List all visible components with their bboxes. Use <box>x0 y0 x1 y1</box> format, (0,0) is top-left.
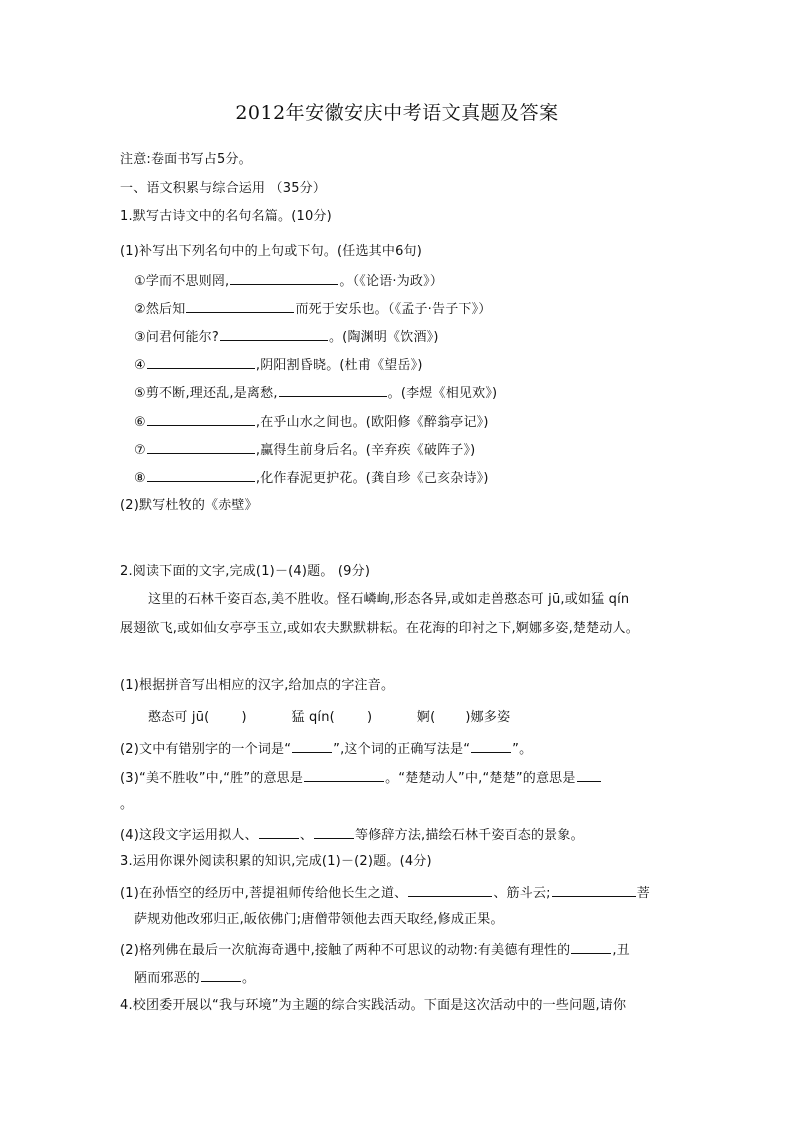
section-heading: 一、语文积累与综合运用 （35分） <box>120 181 327 196</box>
answer-blank[interactable] <box>408 882 492 897</box>
q4-heading: 4.校团委开展以“我与环境”为主题的综合实践活动。下面是这次活动中的一些问题,请你 <box>120 998 627 1013</box>
answer-blank[interactable] <box>201 967 241 982</box>
answer-blank[interactable] <box>186 298 294 313</box>
q2-sub1: (1)根据拼音写出相应的汉字,给加点的字注音。 <box>120 678 395 693</box>
q1-heading: 1.默写古诗文中的名句名篇。(10分) <box>120 209 332 224</box>
q3-heading: 3.运用你课外阅读积累的知识,完成(1)－(2)题。(4分) <box>120 854 432 869</box>
passage-line-1: 这里的石林千姿百态,美不胜收。怪石嶙峋,形态各异,或如走兽憨态可 jū,或如猛 qín <box>148 592 630 607</box>
answer-blank[interactable] <box>552 882 636 897</box>
q3-sub1: (1)在孙悟空的经历中,菩提祖师传给他长生之道、 、筋斗云; 菩 <box>120 882 650 904</box>
answer-blank[interactable] <box>304 767 384 782</box>
passage-line-2: 展翅欲飞,或如仙女亭亭玉立,或如农夫默默耕耘。在花海的印衬之下,婀娜多姿,楚楚动人。 <box>120 621 639 636</box>
q2-sub3-end: 。 <box>120 797 134 812</box>
answer-blank[interactable] <box>577 767 601 782</box>
answer-blank[interactable] <box>147 439 255 454</box>
q2-sub2: (2)文中有错别字的一个词是“ ”,这个词的正确写法是“ ”。 <box>120 738 532 760</box>
q1-item-7: ⑦ ,赢得生前身后名。(辛弃疾《破阵子》) <box>134 439 475 461</box>
q3-sub1-cont: 萨规劝他改邪归正,皈依佛门;唐僧带领他去西天取经,修成正果。 <box>134 912 504 927</box>
q3-sub2: (2)格列佛在最后一次航海奇遇中,接触了两种不可思议的动物:有美德有理性的 ,丑 <box>120 939 630 961</box>
page-title: 2012年安徽安庆中考语文真题及答案 <box>235 102 559 124</box>
answer-blank[interactable] <box>292 738 332 753</box>
q1-sub2: (2)默写杜牧的《赤壁》 <box>120 498 258 513</box>
q1-item-4: ④ ,阴阳割昏晓。(杜甫《望岳》) <box>134 354 423 376</box>
answer-blank[interactable] <box>147 411 255 426</box>
q2-sub3: (3)“美不胜收”中,“胜”的意思是 。“楚楚动人”中,“楚楚”的意思是 <box>120 767 602 789</box>
q1-item-1: ①学而不思则罔, 。（《论语·为政》） <box>134 270 443 292</box>
answer-blank[interactable] <box>259 824 299 839</box>
note-line: 注意:卷面书写占5分。 <box>120 152 252 167</box>
answer-blank[interactable] <box>279 382 387 397</box>
answer-blank[interactable] <box>147 467 255 482</box>
answer-blank[interactable] <box>314 824 354 839</box>
q1-item-2: ②然后知 而死于安乐也。（《孟子·告子下》） <box>134 298 492 320</box>
q1-item-5: ⑤剪不断,理还乱,是离愁, 。(李煜《相见欢》) <box>134 382 497 404</box>
answer-blank[interactable] <box>220 326 328 341</box>
q1-item-8: ⑧ ,化作春泥更护花。(龚自珍《己亥杂诗》) <box>134 467 489 489</box>
q1-item-3: ③问君何能尔? 。(陶渊明《饮酒》) <box>134 326 439 348</box>
q3-sub2-cont: 陋而邪恶的 。 <box>134 967 255 989</box>
q1-sub1: (1)补写出下列名句中的上句或下句。(任选其中6句) <box>120 244 423 259</box>
answer-blank[interactable] <box>230 270 338 285</box>
q2-heading: 2.阅读下面的文字,完成(1)－(4)题。 (9分) <box>120 564 371 579</box>
q1-item-6: ⑥ ,在乎山水之间也。(欧阳修《醉翁亭记》) <box>134 411 489 433</box>
answer-blank[interactable] <box>147 354 255 369</box>
q2-sub4: (4)这段文字运用拟人、 、 等修辞方法,描绘石林千姿百态的景象。 <box>120 824 584 846</box>
q2-sub1-blanks: 憨态可 jū( ) 猛 qín( ) 婀( )娜多姿 <box>148 710 511 725</box>
answer-blank[interactable] <box>571 939 611 954</box>
answer-blank[interactable] <box>471 738 511 753</box>
